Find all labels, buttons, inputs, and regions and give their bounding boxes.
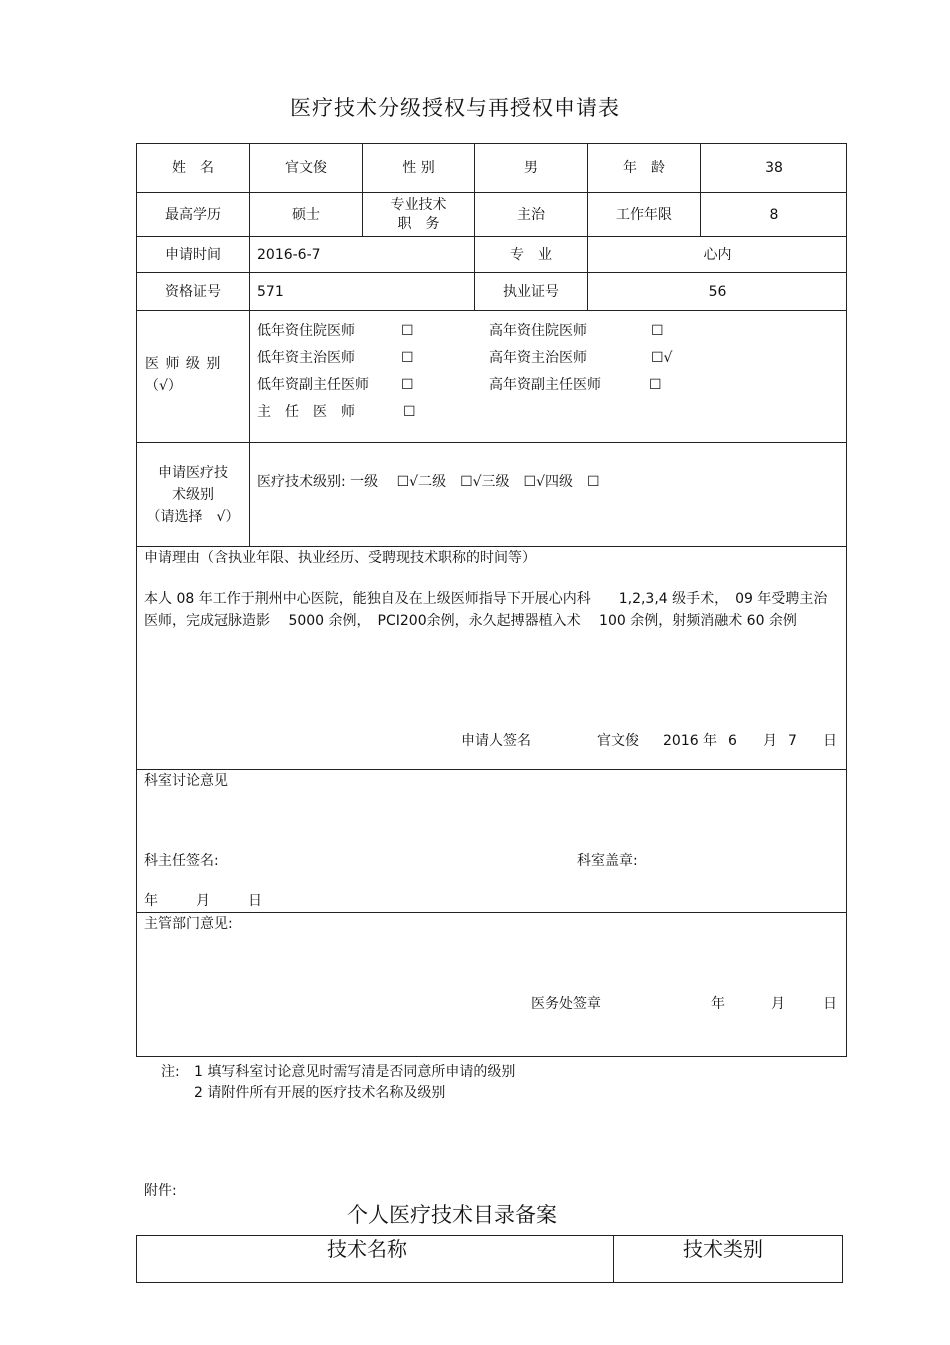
physician-level-label: 医 师 级 别 bbox=[145, 356, 222, 372]
education-label: 最高学历 bbox=[165, 206, 221, 223]
director-sign-label: 科主任签名: bbox=[144, 853, 219, 869]
medical-affairs-seal-label: 医务处签章 bbox=[531, 996, 601, 1012]
admin-opinion-heading: 主管部门意见: bbox=[144, 916, 233, 932]
level-checkbox[interactable]: ☐ bbox=[401, 350, 414, 366]
level-checkbox[interactable]: ☐ bbox=[649, 377, 662, 393]
tech-level-label-line1: 申请医疗技 bbox=[158, 464, 228, 481]
apply-date-value: 2016-6-7 bbox=[257, 246, 321, 263]
tech-category-header: 技术类别 bbox=[683, 1237, 763, 1261]
level-option-text: 高年资副主任医师 bbox=[489, 377, 601, 393]
level-checkbox[interactable]: ☐ bbox=[401, 323, 414, 339]
dept-seal-label: 科室盖章: bbox=[577, 853, 638, 869]
notes-prefix: 注: bbox=[161, 1064, 180, 1080]
level-checkbox[interactable]: ☐ bbox=[403, 404, 416, 420]
license-no-label: 执业证号 bbox=[503, 283, 559, 300]
level-option-text: 高年资住院医师 bbox=[489, 323, 587, 339]
level-option-text: 高年资主治医师 bbox=[489, 350, 587, 366]
physician-level-hint: （√） bbox=[145, 378, 182, 394]
appendix-title: 个人医疗技术目录备案 bbox=[347, 1203, 557, 1227]
appendix-label: 附件: bbox=[144, 1183, 177, 1199]
level-option-text: 低年资主治医师 bbox=[257, 350, 355, 366]
level-option-text: 主 任 医 师 bbox=[257, 404, 355, 420]
qualification-no-value: 571 bbox=[257, 283, 284, 300]
level-checkbox-checked[interactable]: ☐√ bbox=[651, 350, 673, 366]
age-label: 年 龄 bbox=[623, 160, 665, 176]
work-years-label: 工作年限 bbox=[616, 206, 672, 223]
level-option-text: 低年资副主任医师 bbox=[257, 377, 369, 393]
page-title: 医疗技术分级授权与再授权申请表 bbox=[290, 96, 620, 120]
gender-label: 性 别 bbox=[402, 160, 435, 176]
sign-month: 6 bbox=[728, 733, 737, 749]
name-label: 姓 名 bbox=[172, 160, 214, 176]
row-divider bbox=[136, 769, 847, 770]
major-label: 专 业 bbox=[510, 246, 552, 263]
tech-level-label-line2: 术级别 bbox=[172, 486, 214, 503]
license-no-value: 56 bbox=[708, 283, 727, 300]
work-years-value: 8 bbox=[769, 206, 779, 223]
dept-year: 年 bbox=[144, 893, 158, 909]
sign-year: 2016 bbox=[663, 733, 699, 749]
tech-level-label bbox=[137, 443, 249, 546]
age-value: 38 bbox=[765, 160, 783, 176]
major-value: 心内 bbox=[703, 246, 732, 263]
note-2: 2 请附件所有开展的医疗技术名称及级别 bbox=[194, 1085, 446, 1101]
dept-day: 日 bbox=[248, 893, 262, 909]
row-divider bbox=[136, 912, 847, 913]
name-value: 官文俊 bbox=[285, 160, 327, 176]
reason-body: 本人 08 年工作于荆州中心医院，能独自及在上级医师指导下开展心内科 1,2,3,4 级手术， 09 年受聘主治医师，完成冠脉造影 5000 余例， PCI200余例，永久起搏器植入术 100 余例，射频消融术 60 余例 bbox=[144, 591, 828, 629]
sign-day: 7 bbox=[788, 733, 797, 749]
sign-year-unit: 年 bbox=[703, 733, 717, 749]
admin-year: 年 bbox=[711, 996, 725, 1012]
gender-value: 男 bbox=[524, 160, 538, 176]
applicant-signature: 官文俊 bbox=[597, 733, 639, 749]
apply-date-label: 申请时间 bbox=[165, 246, 221, 263]
col-divider bbox=[613, 1235, 614, 1283]
tech-level-options[interactable]: 医疗技术级别: 一级 ☐√二级 ☐√三级 ☐√四级 ☐ bbox=[257, 474, 600, 490]
admin-day: 日 bbox=[823, 996, 837, 1012]
level-checkbox[interactable]: ☐ bbox=[651, 323, 664, 339]
reason-heading: 申请理由（含执业年限、执业经历、受聘现技术职称的时间等） bbox=[144, 550, 536, 566]
note-1: 1 填写科室讨论意见时需写清是否同意所申请的级别 bbox=[194, 1064, 516, 1080]
applicant-sign-label: 申请人签名 bbox=[461, 733, 531, 749]
education-value: 硕士 bbox=[292, 206, 320, 223]
admin-month: 月 bbox=[771, 996, 785, 1012]
sign-month-unit: 月 bbox=[763, 733, 777, 749]
sign-day-unit: 日 bbox=[823, 733, 837, 749]
level-option-text: 低年资住院医师 bbox=[257, 323, 355, 339]
tech-name-header: 技术名称 bbox=[327, 1237, 407, 1261]
title-label bbox=[363, 193, 474, 236]
dept-month: 月 bbox=[196, 893, 210, 909]
title-label-line2: 职 务 bbox=[397, 215, 440, 232]
row-divider bbox=[136, 310, 847, 311]
title-label-line1: 专业技术 bbox=[390, 196, 447, 213]
level-checkbox[interactable]: ☐ bbox=[401, 377, 414, 393]
qualification-no-label: 资格证号 bbox=[165, 283, 221, 300]
dept-opinion-heading: 科室讨论意见 bbox=[144, 773, 228, 789]
row-divider bbox=[136, 546, 847, 547]
title-value: 主治 bbox=[517, 206, 545, 223]
tech-level-label-line3: （请选择 √） bbox=[146, 508, 240, 525]
